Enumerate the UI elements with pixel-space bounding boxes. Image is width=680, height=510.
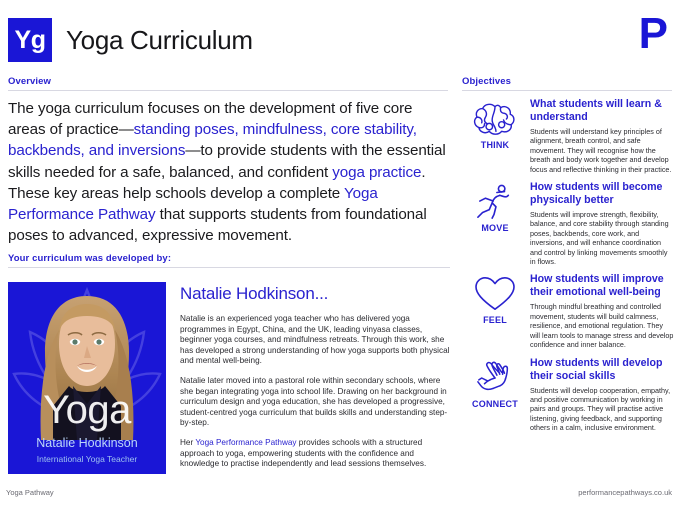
- overview-column: [8, 98, 450, 268]
- author-card-name: Natalie Hodkinson: [36, 436, 138, 450]
- bio-paragraph-final: [180, 438, 450, 470]
- objective-title: How students will improve their emotional well-being: [530, 273, 664, 299]
- objective-description: Students will understand key principles of alignment, breath control, and safe movement. They will recognise how the breath and body work together and develop focus and reflective thinking in their practice.: [530, 127, 672, 174]
- footer-website: performancepathways.co.uk: [578, 488, 672, 497]
- objective-item-connect: [462, 357, 674, 433]
- objective-description: Students will improve strength, flexibility, balance, and core stability through standing poses, backbends, core work, and inversions, and will enhance coordination and control by linking movements smoothly in flows.: [530, 210, 669, 267]
- overview-highlight: standing poses, mindfulness, core stability, backbends, and inversions: [8, 121, 417, 160]
- objectives-label: Objectives: [462, 76, 512, 87]
- clasped-hands-icon: [472, 359, 518, 397]
- objective-body: [528, 181, 674, 266]
- performance-pathways-logo: P: [638, 9, 668, 58]
- objective-item-feel: [462, 273, 674, 349]
- overview-text-run: that supports students from foundational poses to advanced, expressive movement.: [8, 206, 427, 245]
- overview-text-run: The yoga curriculum focuses on the development of five core areas of practice—: [8, 100, 413, 139]
- objective-icon-box: [462, 98, 528, 174]
- page-header: [8, 18, 253, 62]
- objective-title: What students will learn & understand: [530, 98, 662, 123]
- objective-icon-label: CONNECT: [472, 398, 518, 409]
- objective-body: [528, 357, 674, 433]
- page-footer: [0, 488, 680, 502]
- objective-icon-box: [462, 181, 528, 266]
- yoga-logo-badge: Yg: [8, 18, 52, 62]
- objective-icon-box: [462, 273, 528, 349]
- overview-label: Overview: [8, 76, 52, 87]
- bio-paragraph: Natalie later moved into a pastoral role within secondary schools, where she began integrating yoga into school life. Drawing on her background in curriculum design and yoga education, she has developed a progressive, student-centred yoga curriculum that builds skills and understanding step-by-step.: [180, 375, 448, 428]
- yoga-word: Yoga: [43, 388, 131, 432]
- overview-text-run: —to provide students with the essential skills needed for a safe, balanced, and confident: [8, 142, 446, 181]
- developed-by-label: Your curriculum was developed by:: [8, 253, 172, 265]
- overview-paragraph: [8, 98, 450, 246]
- objective-icon-box: [462, 357, 528, 433]
- heart-icon: [472, 275, 518, 313]
- objective-icon-label: MOVE: [481, 223, 509, 234]
- objective-body: [528, 273, 674, 349]
- objective-icon-label: THINK: [480, 140, 510, 150]
- author-block: [8, 282, 450, 474]
- overview-highlight: Yoga Performance Pathway: [8, 184, 378, 224]
- overview-text-run: . These key areas help schools develop a complete: [8, 163, 426, 202]
- objective-item-move: [462, 181, 674, 266]
- page-title: Yoga Curriculum: [66, 24, 253, 55]
- developed-by-divider: [8, 267, 450, 268]
- bio-text-run: Her: [180, 437, 196, 447]
- objective-item-think: [462, 98, 674, 174]
- objectives-column: [462, 98, 674, 440]
- bio-text-run: provides schools with a structured approach to yoga, empowering students with the confidence and knowledge to practise independently and lead sessions themselves.: [180, 437, 427, 469]
- objective-body: [528, 98, 674, 174]
- running-figure-icon: [472, 183, 518, 221]
- objective-description: Students will develop cooperation, empathy, and positive communication by working in pairs and groups. They will practise active listening, giving feedback, and supporting others in a calm, inclusive environment.: [530, 385, 671, 433]
- objective-icon-label: FEEL: [483, 315, 507, 326]
- overview-divider: [8, 90, 448, 91]
- brain-icon: [472, 100, 518, 138]
- objective-title: How students will develop their social skills: [530, 356, 663, 382]
- overview-highlight: yoga practice: [332, 163, 422, 181]
- objectives-section-head: [462, 76, 672, 91]
- author-photo-card: [8, 282, 166, 474]
- author-name-heading: Natalie Hodkinson...: [180, 284, 329, 303]
- author-card-role: International Yoga Teacher: [36, 454, 138, 464]
- objectives-divider: [462, 90, 672, 91]
- bio-highlight: Yoga Performance Pathway: [195, 437, 297, 447]
- overview-section-head: [8, 76, 448, 91]
- bio-paragraph: Natalie is an experienced yoga teacher who has delivered yoga programmes in Egypt, China, and the UK, leading vinyasa classes, beginner yoga courses, and mindfulness retreats. Through this work, she has developed a strong understanding of how yoga supports both physical and mental well-being.: [180, 314, 450, 366]
- footer-left-text: Yoga Pathway: [6, 488, 54, 497]
- objective-description: Through mindful breathing and controlled movement, students will build calmness, resilience, and emotional regulation. They will learn tools to manage stress and develop confidence and inner balance.: [530, 302, 674, 350]
- developed-by-block: [8, 253, 450, 268]
- objective-title: How students will become physically better: [530, 181, 663, 207]
- author-bio: [180, 282, 450, 474]
